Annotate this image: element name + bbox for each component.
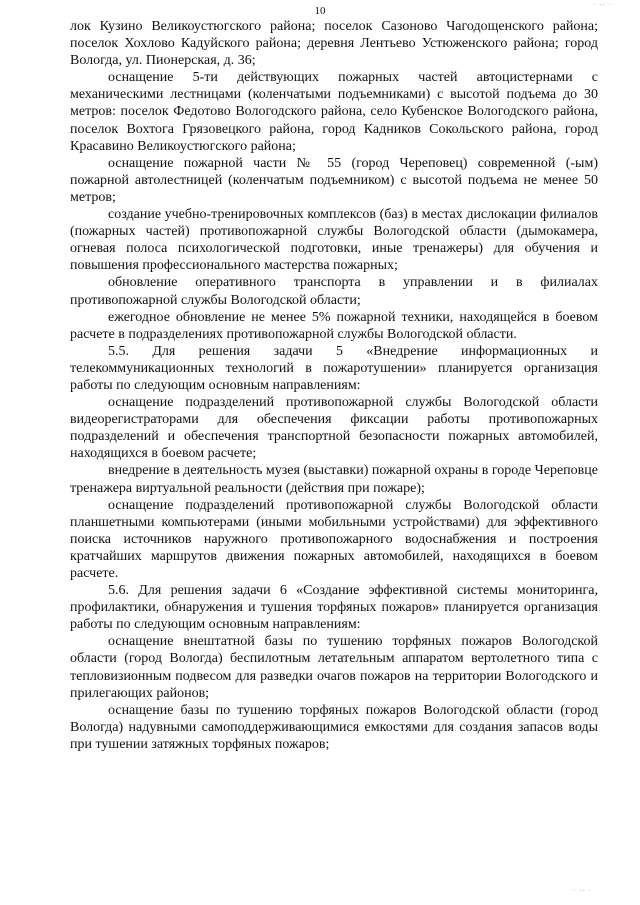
paragraph-continuation: лок Кузино Великоустюгского района; поселок Сазоново Чагодощенского района; поселок Хохлово Кадуйского района; деревня Лентьево Устюженского района; город Вологда, ул. Пионерская, д. 36;	[70, 19, 598, 69]
paragraph: оснащение 5-ти действующих пожарных частей автоцистернами с механическими лестницами (коленчатыми подъемниками) с высотой подъема до 30 метров: поселок Федотово Вологодского района, село Кубенское Вологодского района, поселок Вохтога Грязовецкого района, город Кадников Сокольского района, город Красавино Великоустюгского района;	[70, 70, 598, 154]
page-number: 10	[314, 5, 326, 17]
paragraph: оснащение подразделений противопожарной службы Вологодской области видеорегистраторами для обеспечения фиксации работы противопожарных подразделений и обеспечения транспортной безопасности пожарных автомобилей, находящихся в боевом расчете;	[70, 395, 598, 462]
scan-artifact-mark: · ·· ·	[573, 887, 592, 895]
paragraph: оснащение пожарной части № 55 (город Череповец) современной (-ым) пожарной автолестницей (коленчатым подъемником) с высотой подъема не менее 50 метров;	[70, 155, 598, 205]
paragraph: внедрение в деятельность музея (выставки) пожарной охраны в городе Череповце тренажера виртуальной реальности (действия при пожаре);	[70, 463, 598, 496]
paragraph: создание учебно-тренировочных комплексов (баз) в местах дислокации филиалов (пожарных частей) противопожарной службы Вологодской области (дымокамера, огневая полоса психологической подготовки, иные тренажеры) для обучения и повышения профессионального мастерства пожарных;	[70, 207, 598, 274]
section-5-6-paragraph: 5.6. Для решения задачи 6 «Создание эффективной системы мониторинга, профилактики, обнаружения и тушения торфяных пожаров» планируется организация работы по следующим основным направлениям:	[70, 583, 598, 633]
paragraph: оснащение базы по тушению торфяных пожаров Вологодской области (город Вологда) надувными самоподдерживающимися емкостями для создания запасов воды при тушении затяжных торфяных пожаров;	[70, 702, 598, 752]
paragraph: обновление оперативного транспорта в управлении и в филиалах противопожарной службы Вологодской области;	[70, 275, 598, 308]
document-body	[70, 18, 598, 753]
paragraph: оснащение внештатной базы по тушению торфяных пожаров Вологодской области (город Вологда) беспилотным летательным аппаратом вертолетного типа с тепловизионным подвесом для разведки очагов пожаров на территории Вологодского и прилегающих районов;	[70, 634, 598, 701]
paragraph: ежегодное обновление не менее 5% пожарной техники, находящейся в боевом расчете в подразделениях противопожарной службы Вологодской области.	[70, 309, 598, 342]
section-5-5-paragraph: 5.5. Для решения задачи 5 «Внедрение информационных и телекоммуникационных технологий в пожаротушении» планируется организация работы по следующим основным направлениям:	[70, 343, 598, 393]
paragraph: оснащение подразделений противопожарной службы Вологодской области планшетными компьютерами (иными мобильными устройствами) для эффективного поиска источников наружного противопожарного водоснабжения и построения кратчайших маршрутов движения пожарных автомобилей, находящихся в боевом расчете.	[70, 497, 598, 581]
scan-artifact-mark: · ·· ·	[593, 1, 612, 9]
